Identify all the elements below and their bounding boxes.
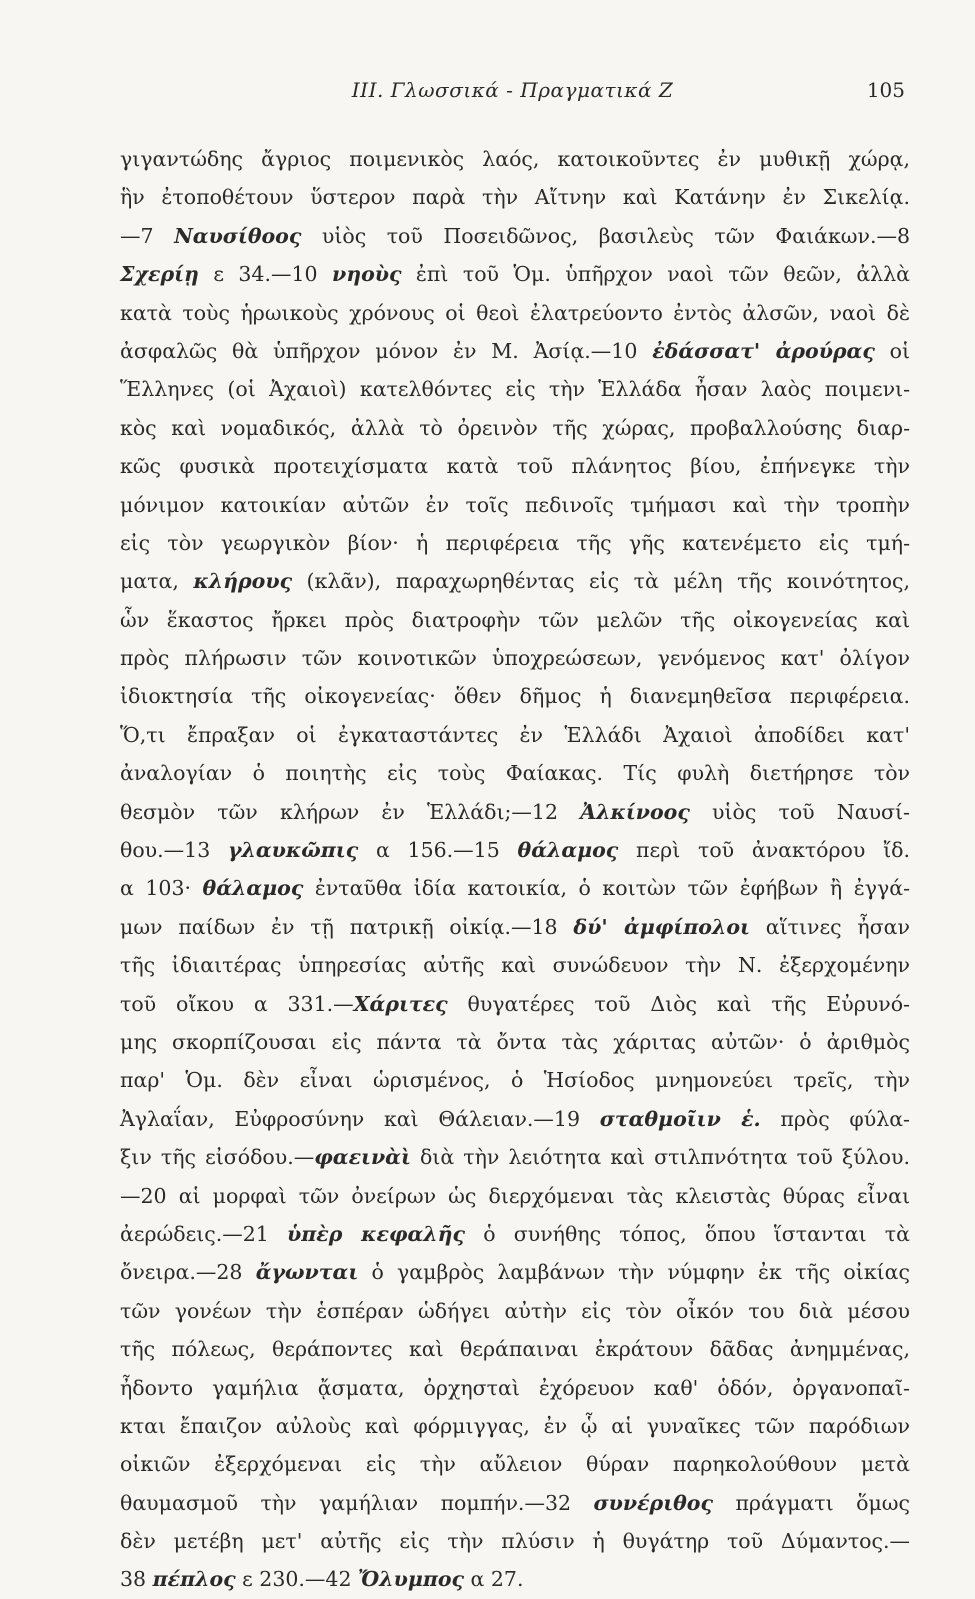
lemma: θάλαμος (202, 876, 304, 901)
text-segment: θαυμασμοῦ τὴν γαμήλιαν πομπήν.—32 (120, 1490, 594, 1515)
text-segment: α 27. (464, 1567, 524, 1592)
text-line (120, 831, 910, 869)
text-line (120, 1253, 910, 1291)
text-segment: —20 αἱ μορφαὶ τῶν ὀνείρων ὡς διερχόμεναι τὰς κλειστὰς θύρας εἶναι (120, 1183, 910, 1208)
text-segment: ἀερώδεις.—21 (120, 1221, 287, 1246)
lemma: συνέριθος (593, 1490, 713, 1515)
text-segment: υἱὸς τοῦ Ποσειδῶνος, βασιλεὺς τῶν Φαιάκων.—8 (301, 223, 910, 248)
text-line (120, 140, 910, 178)
text-segment: υἱὸς τοῦ Ναυσί- (689, 799, 910, 824)
text-line (120, 1560, 910, 1598)
text-line (120, 1215, 910, 1253)
lemma: Ναυσίθοος (174, 223, 302, 248)
text-line (120, 1023, 910, 1061)
text-line (120, 1138, 910, 1176)
page-header (120, 78, 905, 112)
text-segment: γιγαντώδης ἄγριος ποιμενικὸς λαός, κατοικοῦντες ἐν μυθικῇ χώρᾳ, (120, 147, 910, 171)
text-segment: οἰκιῶν ἐξερχόμεναι εἰς τὴν αὔλειον θύραν παρηκολούθουν μετὰ (120, 1452, 910, 1477)
text-segment: τοῦ οἴκου α 331.— (120, 991, 354, 1016)
page-number: 105 (866, 78, 905, 102)
text-segment: Ὅ,τι ἔπραξαν οἱ ἐγκαταστάντες ἐν Ἑλλάδι Ἀχαιοὶ ἀποδίδει κατ' (120, 722, 910, 747)
text-segment: ματα, (120, 569, 194, 594)
lemma: Χάριτες (353, 991, 448, 1016)
lemma: θάλαμος (517, 838, 619, 863)
text-segment: ε 230.—42 (235, 1567, 359, 1592)
text-line (120, 524, 910, 562)
text-segment: ἣν ἐτοποθέτουν ὕστερον παρὰ τὴν Αἴτνην καὶ Κατάνην ἐν Σικελίᾳ. (120, 185, 910, 210)
text-segment: οἱ (874, 338, 910, 363)
text-line (120, 908, 910, 946)
text-line (120, 1369, 910, 1407)
lemma: Ὄλυμπος (358, 1567, 465, 1592)
text-line (120, 1445, 910, 1483)
text-line (120, 1330, 910, 1368)
text-segment: 38 (120, 1567, 153, 1592)
text-segment: ὁ συνήθης τόπος, ὅπου ἵστανται τὰ (465, 1221, 910, 1246)
text-line (120, 370, 910, 408)
text-segment: μης σκορπίζουσαι εἰς πάντα τὰ ὄντα τὰς χάριτας αὐτῶν· ὁ ἀριθμὸς (120, 1029, 910, 1054)
text-segment: περὶ τοῦ ἀνακτόρου ἴδ. (618, 838, 911, 863)
text-segment: τῆς πόλεως, θεράποντες καὶ θεράπαιναι ἐκράτουν δᾶδας ἀνημμένας, (120, 1337, 910, 1362)
text-segment: ὄνειρα.—28 (120, 1260, 256, 1285)
text-line (120, 217, 910, 255)
text-segment: ἀσφαλῶς θὰ ὑπῆρχον μόνον ἐν Μ. Ἀσίᾳ.—10 (120, 338, 653, 363)
text-segment: τῶν γονέων τὴν ἑσπέραν ὡδήγει αὐτὴν εἰς τὸν οἶκόν του διὰ μέσου (120, 1298, 910, 1323)
text-line (120, 946, 910, 984)
text-segment: Ἀγλαΐαν, Εὐφροσύνην καὶ Θάλειαν.—19 (120, 1106, 600, 1131)
text-segment: ἦδοντο γαμήλια ᾄσματα, ὀρχησταὶ ἐχόρευον καθ' ὁδόν, ὀργανοπαῖ- (120, 1375, 910, 1400)
text-line (120, 754, 910, 792)
text-segment: θυγατέρες τοῦ Διὸς καὶ τῆς Εὐρυνό- (447, 991, 910, 1016)
text-segment: ὁ γαμβρὸς λαμβάνων τὴν νύμφην ἐκ τῆς οἰκίας (358, 1260, 910, 1285)
text-segment: θεσμὸν τῶν κλήρων ἐν Ἑλλάδι;—12 (120, 799, 581, 824)
text-segment: πράγματι ὅμως (712, 1490, 910, 1515)
text-segment: πρὸς πλήρωσιν τῶν κοινοτικῶν ὑποχρεώσεων, γενόμενος κατ' ὀλίγον (120, 646, 910, 671)
lemma: Σχερίῃ (120, 262, 199, 287)
text-line (120, 677, 910, 715)
text-segment: κατὰ τοὺς ἡρωικοὺς χρόνους οἱ θεοὶ ἐλατρεύοντο ἐντὸς ἀλσῶν, ναοὶ δὲ (120, 300, 910, 325)
text-segment: ε 34.—10 (198, 262, 332, 287)
text-segment: (κλᾶν), παραχωρηθέντας εἰς τὰ μέλη τῆς κοινότητος, (292, 569, 910, 594)
text-segment: ἰδιοκτησία τῆς οἰκογενείας· ὅθεν δῆμος ἡ διανεμηθεῖσα περιφέρεια. (120, 684, 910, 709)
lemma: ἐδάσσατ' ἀρούρας (652, 338, 875, 363)
text-segment: κται ἔπαιζον αὐλοὺς καὶ φόρμιγγας, ἐν ᾧ αἱ γυναῖκες τῶν παρόδιων (120, 1413, 910, 1438)
text-line (120, 562, 910, 600)
text-line (120, 1100, 910, 1138)
text-segment: εἰς τὸν γεωργικὸν βίον· ἡ περιφέρεια τῆς γῆς κατενέμετο εἰς τμή- (120, 530, 910, 555)
running-head: III. Γλωσσικά - Πραγματικά Ζ (351, 78, 674, 102)
commentary-text (120, 140, 910, 1599)
lemma: κλήρους (193, 569, 293, 594)
text-segment: μόνιμον κατοικίαν αὐτῶν ἐν τοῖς πεδινοῖς τμήμασι καὶ τὴν τροπὴν (120, 492, 910, 517)
text-segment: α 103· (120, 876, 203, 901)
text-segment: α 156.—15 (358, 838, 518, 863)
text-line (120, 178, 910, 216)
text-segment: κῶς φυσικὰ προτειχίσματα κατὰ τοῦ πλάνητος βίου, ἐπήνεγκε τὴν (120, 454, 910, 479)
text-segment: τῆς ἰδιαιτέρας ὑπηρεσίας αὐτῆς καὶ συνώδευον τὴν Ν. ἐξερχομένην (120, 953, 910, 978)
text-segment: μων παίδων ἐν τῇ πατρικῇ οἰκίᾳ.—18 (120, 914, 574, 939)
text-segment: ἀναλογίαν ὁ ποιητὴς εἰς τοὺς Φαίακας. Τίς φυλὴ διετήρησε τὸν (120, 761, 910, 786)
lemma: πέπλος (152, 1567, 236, 1592)
lemma: φαεινὰὶ (314, 1145, 411, 1170)
text-segment: κὸς καὶ νομαδικός, ἀλλὰ τὸ ὀρεινὸν τῆς χώρας, προβαλλούσης διαρ- (120, 415, 910, 440)
text-segment: θου.—13 (120, 838, 228, 863)
text-line (120, 486, 910, 524)
text-line (120, 1061, 910, 1099)
text-line (120, 332, 910, 370)
text-line (120, 255, 910, 293)
lemma: γλαυκῶπις (228, 838, 359, 863)
text-line (120, 1177, 910, 1215)
text-segment: ἐπὶ τοῦ Ὁμ. ὑπῆρχον ναοὶ τῶν θεῶν, ἀλλὰ (401, 262, 911, 287)
text-line (120, 294, 910, 332)
text-segment: δὲν μετέβη μετ' αὐτῆς εἰς τὴν πλύσιν ἡ θυγάτηρ τοῦ Δύμαντος.— (120, 1529, 910, 1554)
text-line (120, 869, 910, 907)
lemma: Ἀλκίνοος (580, 799, 690, 824)
text-line (120, 1522, 910, 1560)
lemma: δύ' ἀμφίπολοι (573, 914, 750, 939)
text-segment: αἵτινες ἦσαν (749, 914, 910, 939)
text-line (120, 1484, 910, 1522)
text-line (120, 1407, 910, 1445)
text-segment: Ἕλληνες (οἱ Ἀχαιοὶ) κατελθόντες εἰς τὴν Ἑλλάδα ἦσαν λαὸς ποιμενι- (120, 377, 910, 402)
text-segment: ἐνταῦθα ἰδία κατοικία, ὁ κοιτὼν τῶν ἐφήβων ἢ ἐγγά- (303, 876, 910, 901)
text-segment: παρ' Ὁμ. δὲν εἶναι ὡρισμένος, ὁ Ἡσίοδος μνημονεύει τρεῖς, τὴν (120, 1068, 910, 1093)
lemma: ἄγωνται (255, 1260, 359, 1285)
lemma: σταθμοῖιν ἑ. (599, 1106, 761, 1131)
text-segment: —7 (120, 223, 175, 248)
text-segment: ξιν τῆς εἰσόδου.— (120, 1145, 315, 1170)
text-line (120, 1292, 910, 1330)
text-line (120, 716, 910, 754)
text-segment: πρὸς φύλα- (760, 1106, 910, 1131)
text-line (120, 409, 910, 447)
text-line (120, 601, 910, 639)
text-line (120, 639, 910, 677)
text-line (120, 793, 910, 831)
text-segment: διὰ τὴν λειότητα καὶ στιλπνότητα τοῦ ξύλου. (410, 1145, 910, 1170)
text-line (120, 447, 910, 485)
lemma: ὑπὲρ κεφαλῆς (287, 1221, 466, 1246)
text-segment: ὧν ἕκαστος ἤρκει πρὸς διατροφὴν τῶν μελῶν τῆς οἰκογενείας καὶ (120, 607, 910, 632)
text-line (120, 985, 910, 1023)
lemma: νηοὺς (331, 262, 402, 287)
